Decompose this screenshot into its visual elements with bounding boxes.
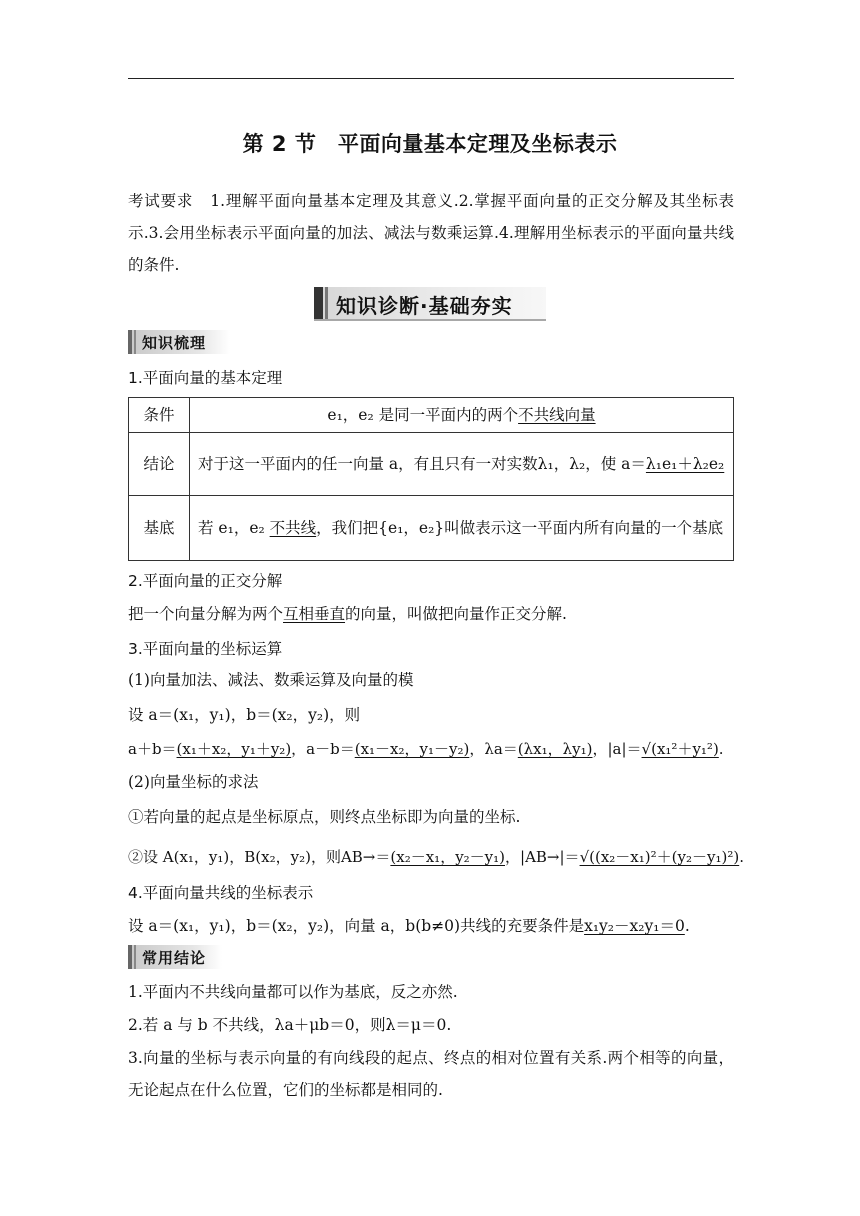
method-item-1: ①若向量的起点是坐标原点，则终点坐标即为向量的坐标. — [128, 808, 521, 826]
common-conclusions-tag — [128, 945, 222, 969]
exam-requirements-text: 1.理解平面向量基本定理及其意义.2.掌握平面向量的正交分解及其坐标表示.3.会用坐标表示平面向量的加法、减法与数乘运算.4.理解用坐标表示的平面向量共线的条件. — [128, 192, 734, 274]
text: ，a－b＝ — [291, 740, 355, 758]
theorem-table — [128, 397, 734, 561]
heading-orthogonal: 2.平面向量的正交分解 — [128, 572, 283, 590]
table-key: 条件 — [129, 398, 190, 433]
collinear-condition: 设 a＝(x₁，y₁)，b＝(x₂，y₂)，向量 a，b(b≠0)共线的充要条件是x₁y₂－x₂y₁＝0. — [128, 917, 690, 935]
sub-heading-2: (2)向量坐标的求法 — [128, 773, 259, 791]
table-row — [129, 398, 734, 433]
underlined-answer: (x₁＋x₂，y₁＋y₂) — [176, 740, 292, 758]
cell-text: 若 e₁，e₂ — [198, 519, 270, 537]
section-title: 第 2 节 平面向量基本定理及坐标表示 — [242, 132, 618, 156]
banner-bar-icon-secondary — [325, 287, 328, 319]
conclusion-3: 3.向量的坐标与表示向量的有向线段的起点、终点的相对位置有关系.两个相等的向量，无论起点在什么位置，它们的坐标都是相同的. — [128, 1049, 734, 1099]
heading-basic-theorem: 1.平面向量的基本定理 — [128, 369, 283, 387]
text: 设 a＝(x₁，y₁)，b＝(x₂，y₂)，向量 a，b(b≠0)共线的充要条件是 — [128, 917, 585, 935]
table-value — [190, 433, 734, 496]
heading-collinear: 4.平面向量共线的坐标表示 — [128, 884, 314, 902]
header-rule — [128, 78, 734, 79]
table-key: 基底 — [129, 496, 190, 561]
underlined-answer: λ₁e₁＋λ₂e₂ — [645, 455, 725, 473]
tag-bar-icon — [128, 330, 132, 354]
text: a＋b＝ — [128, 740, 177, 758]
table-value — [190, 398, 734, 433]
heading-coordinate-ops: 3.平面向量的坐标运算 — [128, 640, 283, 658]
knowledge-summary-tag — [128, 330, 230, 354]
tag-bar-icon-secondary — [134, 945, 136, 969]
underlined-answer: 不共线 — [269, 519, 317, 537]
underlined-answer: 不共线向量 — [518, 406, 596, 424]
banner-bar-icon — [314, 287, 323, 319]
underlined-answer: x₁y₂－x₂y₁＝0 — [584, 917, 685, 935]
cell-text: ，我们把{e₁，e₂}叫做表示这一平面内所有向量的一个基底 — [316, 519, 724, 537]
sub-heading-1: (1)向量加法、减法、数乘运算及向量的模 — [128, 671, 414, 689]
table-key: 结论 — [129, 433, 190, 496]
set-vectors: 设 a＝(x₁，y₁)，b＝(x₂，y₂)，则 — [128, 706, 361, 724]
exam-requirements-label: 考试要求 — [128, 192, 194, 210]
conclusion-1: 1.平面内不共线向量都可以作为基底，反之亦然. — [128, 983, 458, 1001]
cell-text: 对于这一平面内的任一向量 a，有且只有一对实数λ₁，λ₂，使 a＝ — [198, 455, 646, 473]
banner-label: 知识诊断·基础夯实 — [336, 294, 513, 318]
table-value — [190, 496, 734, 561]
text: ，|AB→|＝ — [505, 848, 580, 866]
table-row — [129, 496, 734, 561]
underlined-answer: 互相垂直 — [283, 605, 346, 623]
text: 的向量，叫做把向量作正交分解. — [345, 605, 567, 623]
table-row — [129, 433, 734, 496]
underlined-answer: √(x₁²＋y₁²) — [641, 740, 719, 758]
text: ，|a|＝ — [592, 740, 642, 758]
conclusion-2: 2.若 a 与 b 不共线，λa＋μb＝0，则λ＝μ＝0. — [128, 1016, 452, 1034]
exam-requirements — [128, 185, 734, 281]
tag-label: 知识梳理 — [142, 334, 207, 352]
method-item-2: ②设 A(x₁，y₁)，B(x₂，y₂)，则AB→＝(x₂－x₁，y₂－y₁)，|AB→|＝√((x₂－x₁)²＋(y₂－y₁)²). — [128, 848, 744, 866]
underlined-answer: √((x₂－x₁)²＋(y₂－y₁)²) — [579, 848, 740, 866]
tag-bar-icon-secondary — [134, 330, 136, 354]
orthogonal-text — [128, 598, 734, 630]
text: ，λa＝ — [469, 740, 518, 758]
cell-text: e₁，e₂ 是同一平面内的两个 — [327, 406, 519, 424]
text: ②设 A(x₁，y₁)，B(x₂，y₂)，则AB→＝ — [128, 848, 391, 866]
formula-line: a＋b＝(x₁＋x₂，y₁＋y₂)，a－b＝(x₁－x₂，y₁－y₂)，λa＝(λx₁，λy₁)，|a|＝√(x₁²＋y₁²). — [128, 740, 724, 758]
knowledge-banner — [314, 287, 546, 321]
tag-bar-icon — [128, 945, 132, 969]
underlined-answer: (x₁－x₂，y₁－y₂) — [354, 740, 470, 758]
text: 把一个向量分解为两个 — [128, 605, 284, 623]
tag-label: 常用结论 — [142, 949, 207, 967]
underlined-answer: (λx₁，λy₁) — [517, 740, 593, 758]
underlined-answer: (x₂－x₁，y₂－y₁) — [390, 848, 506, 866]
